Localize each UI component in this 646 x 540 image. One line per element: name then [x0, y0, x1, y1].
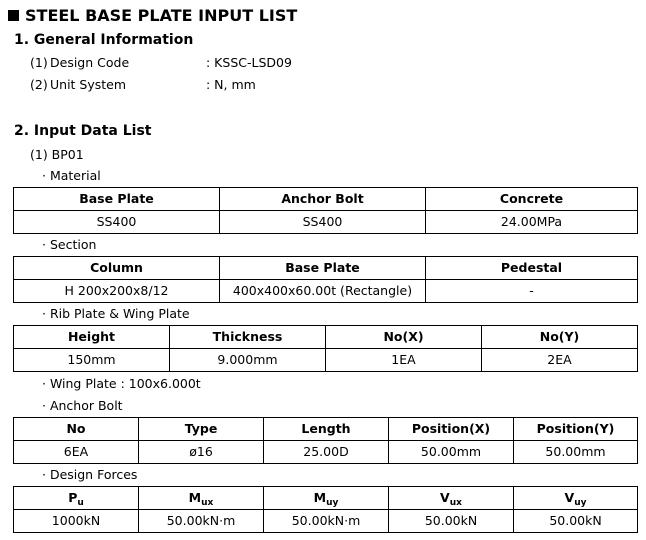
anchor-header-no: No [14, 418, 139, 441]
anchor-position-x: 50.00mm [389, 441, 514, 464]
rib-plate-table [13, 325, 638, 372]
anchor-header-type: Type [139, 418, 264, 441]
force-muy: 50.00kN·m [264, 510, 389, 533]
material-header-anchor-bolt: Anchor Bolt [220, 188, 426, 211]
force-header-vuy: $V_{uy}$ [514, 487, 638, 510]
rib-header-height: Height [14, 326, 170, 349]
design-forces-label: · Design Forces [42, 467, 138, 482]
general-info-heading: 1. General Information [14, 32, 194, 48]
page-title: STEEL BASE PLATE INPUT LIST [8, 6, 297, 25]
rib-thickness: 9.000mm [170, 349, 326, 372]
force-header-pu: $P_u$ [14, 487, 139, 510]
material-anchor-bolt: SS400 [220, 211, 426, 234]
square-bullet-icon [8, 10, 19, 21]
design-code-no: (1) [30, 55, 48, 70]
rib-header-thickness: Thickness [170, 326, 326, 349]
unit-system-no: (2) [30, 77, 48, 92]
anchor-position-y: 50.00mm [514, 441, 638, 464]
force-header-muy: $M_{uy}$ [264, 487, 389, 510]
anchor-header-position-y: Position(Y) [514, 418, 638, 441]
rib-header-no-x: No(X) [326, 326, 482, 349]
section-column: H 200x200x8/12 [14, 280, 220, 303]
anchor-no: 6EA [14, 441, 139, 464]
material-table [13, 187, 638, 234]
material-header-base-plate: Base Plate [14, 188, 220, 211]
anchor-bolt-label: · Anchor Bolt [42, 398, 123, 413]
rib-no-y: 2EA [482, 349, 638, 372]
anchor-bolt-table [13, 417, 638, 464]
section-label: · Section [42, 237, 97, 252]
unit-system-label: Unit System [50, 77, 127, 92]
force-vux: 50.00kN [389, 510, 514, 533]
anchor-header-position-x: Position(X) [389, 418, 514, 441]
material-concrete: 24.00MPa [426, 211, 638, 234]
rib-plate-label: · Rib Plate & Wing Plate [42, 306, 190, 321]
rib-header-no-y: No(Y) [482, 326, 638, 349]
section-header-column: Column [14, 257, 220, 280]
force-vuy: 50.00kN [514, 510, 638, 533]
material-header-concrete: Concrete [426, 188, 638, 211]
unit-system-value: : N, mm [206, 77, 256, 92]
force-header-mux: $M_{ux}$ [139, 487, 264, 510]
design-forces-table [13, 486, 638, 533]
force-mux: 50.00kN·m [139, 510, 264, 533]
rib-no-x: 1EA [326, 349, 482, 372]
force-header-vux: $V_{ux}$ [389, 487, 514, 510]
wing-plate-label: · Wing Plate : 100x6.000t [42, 376, 201, 391]
section-base-plate: 400x400x60.00t (Rectangle) [220, 280, 426, 303]
bp01-item: (1) BP01 [30, 147, 84, 162]
anchor-header-length: Length [264, 418, 389, 441]
input-data-heading: 2. Input Data List [14, 123, 152, 139]
section-table [13, 256, 638, 303]
design-code-label: Design Code [50, 55, 130, 70]
design-code-value: : KSSC-LSD09 [206, 55, 292, 70]
section-pedestal: - [426, 280, 638, 303]
rib-height: 150mm [14, 349, 170, 372]
anchor-length: 25.00D [264, 441, 389, 464]
force-pu: 1000kN [14, 510, 139, 533]
material-label: · Material [42, 168, 101, 183]
anchor-type: ø16 [139, 441, 264, 464]
section-header-base-plate: Base Plate [220, 257, 426, 280]
section-header-pedestal: Pedestal [426, 257, 638, 280]
material-base-plate: SS400 [14, 211, 220, 234]
